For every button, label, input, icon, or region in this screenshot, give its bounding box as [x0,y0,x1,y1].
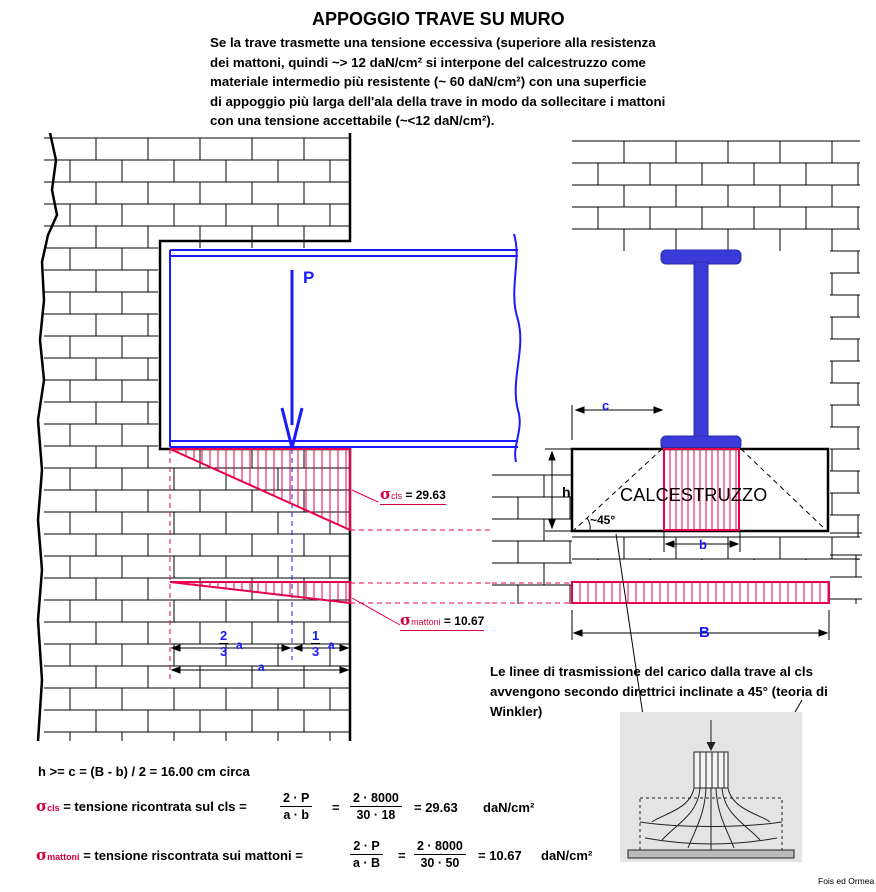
cls-equals: = [332,800,340,815]
sigma-symbol: σ [380,485,392,503]
h-formula: h >= c = (B - b) / 2 = 16.00 cm circa [38,764,250,779]
fraction-num: 2 · 8000 [414,838,466,855]
sigma-mat-value: = 10.67 [443,614,485,628]
intro-line: con una tensione accettabile (~<12 daN/cm²). [210,113,495,128]
sigma-cls-value: = 29.63 [405,488,446,502]
fraction-num: 2 · P [350,838,383,855]
b-label: b [699,537,707,552]
cls-result: = 29.63 [414,800,458,815]
h-label: h [562,484,571,500]
fraction-num: 2 [220,628,228,643]
two-thirds-fraction [219,628,228,659]
intro-line: dei mattoni, quindi ~> 12 daN/cm² si interpone del calcestruzzo come [210,54,646,70]
fraction-den: a · b [283,808,310,822]
sigma-cls-label [380,485,446,505]
intro-line: di appoggio più larga dell'ala della trave in modo da sollecitare i mattoni [210,93,666,109]
left-wall-bricks [44,138,350,741]
cls-sub: cls [47,803,60,813]
fraction-den: 30 · 18 [356,808,396,822]
intro-line: materiale intermedio più resistente (~ 60 daN/cm²) con una superficie [210,74,647,89]
stress-under-concrete [572,582,829,603]
sigma-mat-sub: mattoni [411,617,441,627]
fraction-den: a · B [353,856,381,870]
c-label: c [602,398,610,413]
a-symbol-2: a [328,638,335,652]
B-label: B [699,624,710,641]
sigma-mat-label [400,611,484,631]
load-label: P [303,268,315,287]
right-wall-bricks [492,141,862,604]
fraction-den: 3 [312,644,320,659]
winkler-figure [620,712,802,862]
mat-equals: = [398,848,406,863]
a-symbol-1: a [236,638,243,652]
credit: Fois ed Ormea [818,876,875,886]
fraction-den: 30 · 50 [420,856,460,870]
ibeam-section [661,250,741,450]
mat-result: = 10.67 [478,848,522,863]
mat-sub: mattoni [47,852,80,862]
mat-formula-text [36,846,303,864]
load-arrow [282,270,302,448]
concrete-label: CALCESTRUZZO [620,485,768,505]
intro-line: Se la trave trasmette una tensione eccessiva (superiore alla resistenza [210,35,656,50]
dashed-reference-lines [170,449,570,680]
a-total-label: a [258,660,265,674]
page-title: APPOGGIO TRAVE SU MURO [312,9,565,29]
fraction-num: 2 · P [280,790,312,807]
cls-unit: daN/cm² [483,800,535,815]
sigma-symbol: σ [36,846,48,864]
fraction-num: 2 · 8000 [350,790,402,807]
mat-fraction-2 [414,838,466,871]
cls-fraction-1 [280,790,312,823]
fraction-num: 1 [312,628,320,643]
cls-formula-text [36,797,247,815]
left-wall-outline [38,133,350,741]
mat-unit: daN/cm² [541,848,593,863]
cls-fraction-2 [350,790,402,823]
steel-beam-side [170,234,520,462]
sigma-leader-lines [352,490,403,625]
sigma-symbol: σ [400,611,412,629]
dimension-c [572,405,662,440]
one-third-fraction [311,628,320,659]
intro-text [210,33,740,131]
angle-label: ~45° [590,513,616,527]
winkler-note: Le linee di trasmissione del carico dalla trave al cls avvengono secondo direttrici inclinate a 45° (teoria di Winkler) [490,664,828,719]
mat-fraction-1 [350,838,383,871]
fraction-den: 3 [220,644,228,659]
mat-description: = tensione riscontrata sui mattoni = [83,848,303,863]
sigma-symbol: σ [36,797,48,815]
cls-description: = tensione ricontrata sul cls = [63,799,247,814]
sigma-cls-sub: cls [391,491,403,501]
